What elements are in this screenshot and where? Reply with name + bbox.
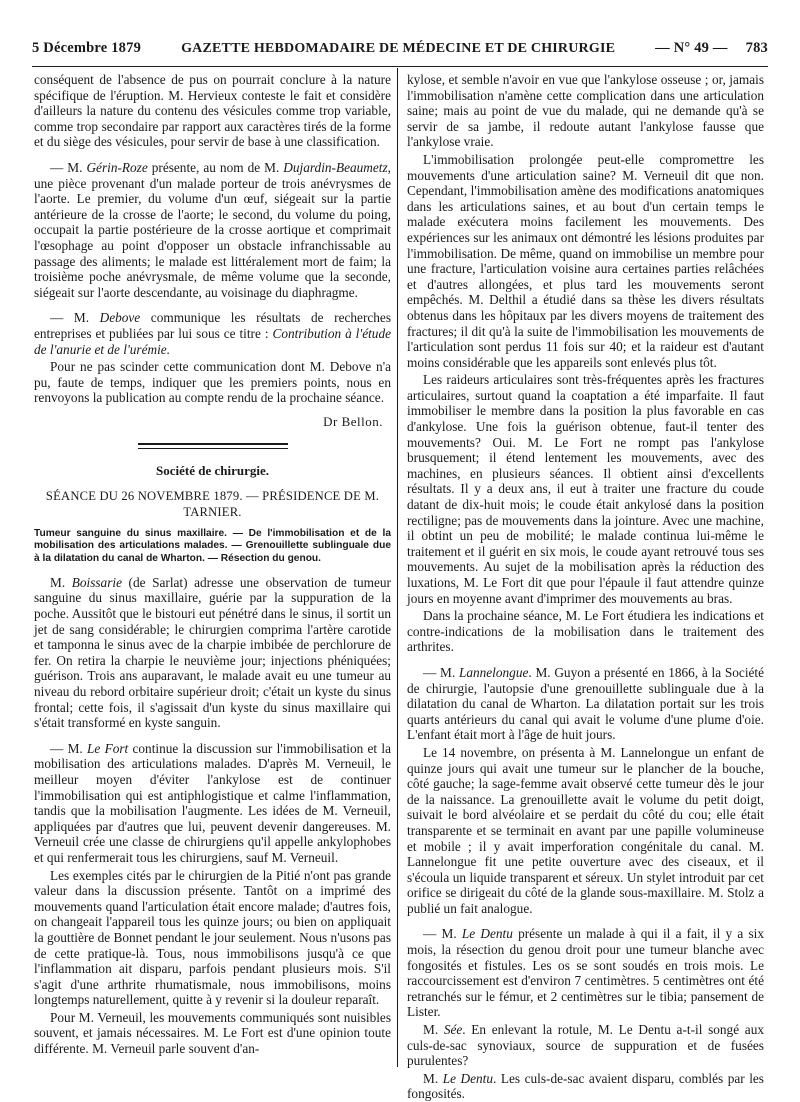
paragraph: M. Sée. En enlevant la rotule, M. Le Dentu a-t-il songé aux culs-de-sac synoviaux, source de suppuration et de fusées purulentes? <box>407 1022 764 1069</box>
paragraph: M. Le Dentu. Les culs-de-sac avaient disparu, comblés par les fongosités. <box>407 1070 764 1102</box>
person-name: Le Fort <box>87 740 129 756</box>
paragraph: Le 14 novembre, on présenta à M. Lannelongue un enfant de quinze jours qui avait une tumeur sur le plancher de la bouche, côté gauche; la sage-femme avait observé cette tumeur dès le jour de la naissance. La grenouillette avait le volume du petit doigt, suivait le bord alvéolaire et se perdait du côté du cou; elle était transparente et se terminait en avant par une papille volumineuse et mobile ; il y avait imperforation congénitale du canal. M. Lannelongue fit une petite ouverture avec des ciseaux, et il s'écoula un liquide transparent et séreux. Un stylet introduit par cet orifice se dirigeait du côté de la glande sous-maxillaire. M. Stolz a publié un fait analogue. <box>407 744 764 916</box>
person-name: Gérin-Roze <box>86 159 148 175</box>
paragraph: — M. Le Dentu présente un malade à qui il a fait, il y a six mois, la résection du genou droit pour une tumeur blanche avec fongosités et fistules. Les os se sont soudés en trois mois. Le raccourcissement est d'environ 7 centimètres. 5 centimètres ont été retranchés sur le fémur, et 2 centimètres sur le tibia; pansement de Lister. <box>407 926 764 1020</box>
person-name: Sée <box>443 1022 463 1038</box>
session-summary: Tumeur sanguine du sinus maxillaire. — De l'immobilisation et de la mobilisation des articulations malades. — Grenouillette sublinguale due à la dilatation du canal de Wharton. — Résection du genou. <box>34 528 391 564</box>
person-name: Le Dentu <box>461 926 513 942</box>
left-column <box>34 72 391 1073</box>
person-name: Boissarie <box>71 574 122 590</box>
signature: Dr Bellon. <box>323 413 383 429</box>
paragraph: — M. Gérin-Roze présente, au nom de M. Dujardin-Beaumetz, une pièce provenant d'un malade porteur de trois anévrysmes de l'aorte. Le premier, du volume d'un œuf, siégeait sur la partie antérieure de la crosse de l'aorte; le second, du volume du poing, occupait la partie postérieure de la crosse aortique et comprimait l'œsophage au point d'opposer un obstacle infranchissable au passage des aliments; le malade est littéralement mort de faim; la troisième poche anévrysmale, de même volume que la seconde, siégeait sur l'aorte descendante, au voisinage du diaphragme. <box>34 159 391 300</box>
person-name: Lannelongue <box>458 664 529 680</box>
header-page-number: 783 <box>745 40 768 56</box>
section-separator <box>138 443 288 449</box>
paragraph: Les exemples cités par le chirurgien de la Pitié n'ont pas grande valeur dans la discussion présente. Tantôt on a imprimé des mouvements quand l'articulation était encore malade; d'autres fois, on changeait l'appareil tous les quinze jours; ou bien on appliquait la gouttière de Bonnet pendant le jour seulement. Nous n'usons pas de cette pratique-là. Tous, nous immobilisons jusqu'à ce que l'inflammation ait disparu, parfois pendant plusieurs mois. S'il s'agit d'une arthrite rhumatismale, nous immobilisons, moins longtemps naturellement, quitte à y revenir si la douleur reparaît. <box>34 867 391 1008</box>
work-title: Contribution à l'étude de l'anurie et de l'urémie. <box>34 325 392 357</box>
paragraph: — M. Le Fort continue la discussion sur l'immobilisation et la mobilisation des articulations malades. D'après M. Verneuil, le meilleur moyen d'éviter l'ankylose est de continuer l'immobilisation qui est antiphlogistique et calme l'inflammation, tandis que la mobilisation l'augmente. Les idées de M. Verneuil, appliquées par d'autres que lui, peuvent devenir dangereuses. M. Verneuil crée une classe de chirurgiens qu'il appelle ankylophobes et qui renfermerait tous les chirurgiens, sauf M. Verneuil. <box>34 740 391 865</box>
header-rule <box>32 66 768 67</box>
paragraph: — M. Debove communique les résultats de recherches entreprises et publiées par lui sous ce titre : Contribution à l'étude de l'anurie et de l'urémie. <box>34 310 392 357</box>
person-name: Debove <box>99 310 141 326</box>
paragraph: conséquent de l'absence de pus on pourrait conclure à la nature spécifique de l'éruption. M. Hervieux conteste le fait et considère d'ailleurs la nature du contenu des vésicules comme trop variable, comme trop secondaire par rapport aux caractères tirés de la forme et du siège des vésicules, pour servir de base à une classification. <box>34 72 391 150</box>
paragraph: Dans la prochaine séance, M. Le Fort étudiera les indications et contre-indications de la mobilisation dans le traitement des arthrites. <box>407 608 764 655</box>
paragraph: Les raideurs articulaires sont très-fréquentes après les fractures articulaires, surtout quand la coaptation a été imparfaite. Il faut immobiliser le membre dans la position la plus favorable en cas d'ankylose. Une fois la guérison obtenue, faut-il tenter des mouvements? Oui. M. Le Fort ne rompt pas l'ankylose brusquement; il étend lentement les mouvements, avec des machines, en plusieurs séances. Il obtient ainsi d'excellents résultats. Il y a deux ans, il eut à traiter une fracture du coude datant de dix-huit mois; le coude était ankylosé dans la position rectiligne; pas de mouvements dans la jointure. Avec une machine, il obtint un peu de mobilité; le malade continua lui-même le traitement et il guérit en six mois, le coude ayant retrouvé tous ses mouvements. Au sujet de la mobilisation après la réduction des luxations, M. Le Fort dit que pour l'épaule il faut attendre quinze jours en moyenne avant d'imprimer des mouvements au bras. <box>407 372 764 606</box>
paragraph: Pour ne pas scinder cette communication dont M. Debove n'a pu, faute de temps, indiquer que les premiers points, nous en renvoyons la publication au compte rendu de la prochaine séance. <box>34 359 391 406</box>
session-heading: SÉANCE DU 26 NOVEMBRE 1879. — PRÉSIDENCE DE M. TARNIER. <box>45 489 380 519</box>
section-title: Société de chirurgie. <box>156 463 269 479</box>
paragraph: Pour M. Verneuil, les mouvements communiqués sont nuisibles souvent, et jamais nécessaires. M. Le Fort est d'une opinion toute différente. M. Verneuil parle souvent d'an- <box>34 1009 391 1057</box>
header-issue-number: — N° 49 — <box>655 40 728 56</box>
paragraph: M. Boissarie (de Sarlat) adresse une observation de tumeur sanguine du sinus maxillaire, guérie par la suppuration de la poche. Aussitôt que le bistouri eut pénétré dans le sinus, il sortit un jet de sang considérable; le chirurgien comprima l'artère carotide et tamponna le sinus avec de la charpie imbibée de perchlorure de fer. On retira la charpie le neuvième jour; injections phéniquées; guérison. Trois ans auparavant, le malade avait eu une tumeur au niveau du rebord orbitaire supérieur droit; c'était un kyste du sinus frontal; cette fois, il s'agissait d'un kyste du sinus maxillaire qui s'était transformé en kyste sanguin. <box>34 574 391 731</box>
header-date: 5 Décembre 1879 <box>32 40 142 56</box>
paragraph: — M. Lannelongue. M. Guyon a présenté en 1866, à la Société de chirurgie, l'autopsie d'une grenouillette sublinguale due à la dilatation du canal de Wharton. La dilatation portait sur les trois quarts antérieurs du canal qui avait le volume d'une plume d'oie. L'enfant était mort à l'âge de huit jours. <box>407 664 765 743</box>
person-name: Dujardin-Beaumetz <box>283 159 388 175</box>
header-journal-title: GAZETTE HEBDOMADAIRE DE MÉDECINE ET DE CHIRURGIE <box>181 41 616 56</box>
running-header <box>32 40 768 62</box>
paragraph: kylose, et semble n'avoir en vue que l'ankylose osseuse ; or, jamais l'immobilisation n'amène cette complication dans une articulation saine; mais au point de vue du malade, qui ne demande qu'à se servir de sa jambe, il redoute autant l'ankylose fausse que l'ankylose vraie. <box>407 72 764 150</box>
right-column <box>407 72 765 1102</box>
paragraph: L'immobilisation prolongée peut-elle compromettre les mouvements d'une articulation saine? M. Verneuil dit que non. Cependant, l'immobilisation amène des modifications anatomiques dans les articulations saines, et au bout d'un certain temps le malade exécutera moins facilement les mouvements. Des expériences sur les animaux ont démontré les lésions produites par l'immobilisation. De même, quand on immobilise un membre pour une fracture, l'articulation voisine aura certaines parties relâchées et d'autres allongées, et plus tard les mouvements seront empêchés. M. Delthil a étudié dans sa thèse les divers résultats obtenus dans les hôpitaux par les divers moyens de traitement des fractures; il dit qu'à la suite de l'immobilisation les mouvements de l'articulation sont perdus 11 fois sur 40; et la raideur est d'autant moins considérable que les appareils sont enlevés plus tôt. <box>407 151 764 370</box>
column-divider <box>397 68 398 1067</box>
person-name: Le Dentu <box>442 1070 494 1086</box>
